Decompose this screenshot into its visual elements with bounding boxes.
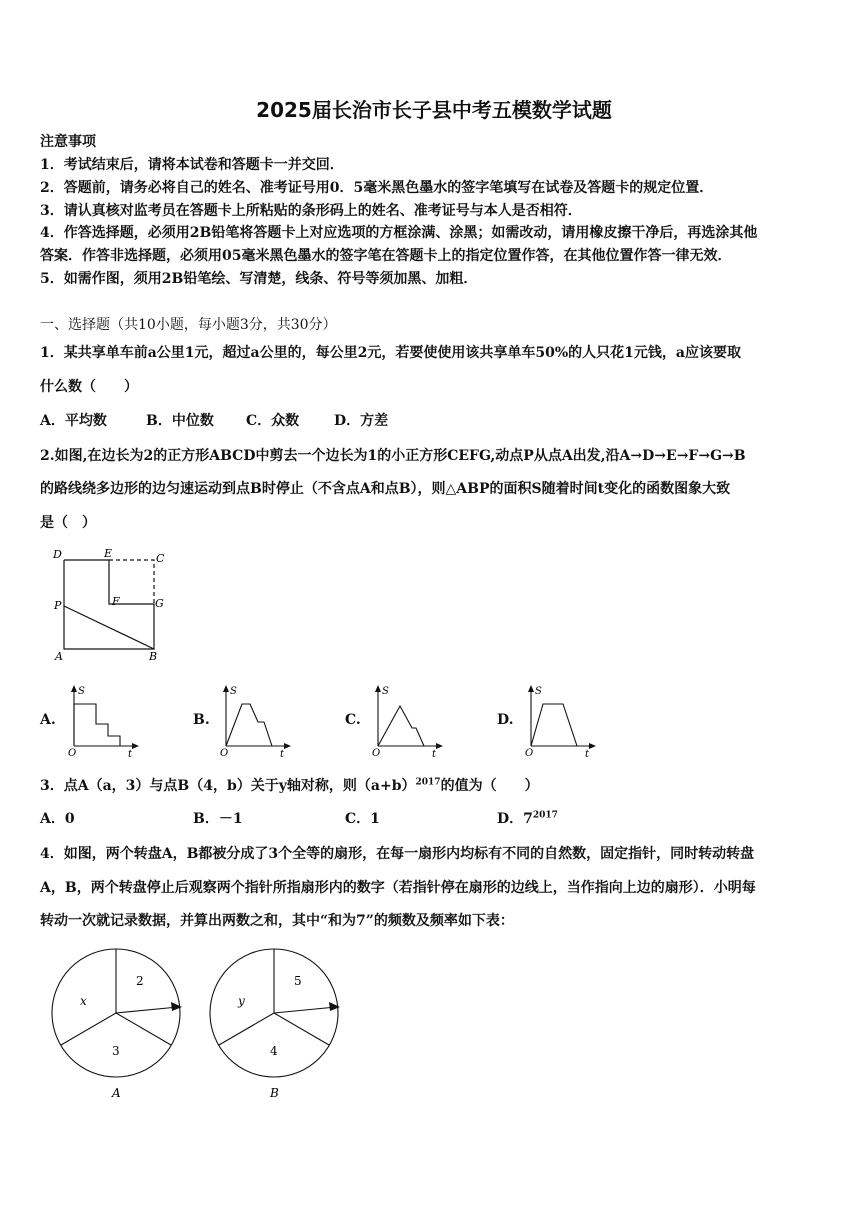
- q2-stem: 2.如图,在边长为2的正方形ABCD中剪去一个边长为1的小正方形CEFG,动点P从点A出发,沿A→D→E→F→G→B: [40, 448, 746, 464]
- q2-option-a-letter: A.: [40, 712, 56, 728]
- wheel-a-sector: 3: [112, 1044, 120, 1058]
- wheel-a-sector: 2: [136, 974, 144, 988]
- q2-option-b-letter: B.: [193, 712, 210, 728]
- label-c: C: [156, 552, 165, 565]
- wheel-a-sector: x: [80, 994, 87, 1008]
- q3-option-d: D．$7^{2017}$: [497, 810, 558, 827]
- axis-label-t: t: [432, 749, 437, 758]
- q1-option-c: C．众数: [246, 413, 300, 429]
- q2-figure: [50, 546, 180, 666]
- label-e: E: [104, 547, 113, 560]
- q2-option-a-graph: [62, 682, 142, 758]
- axis-label-s: S: [382, 686, 389, 697]
- axis-label-s: S: [535, 686, 542, 697]
- axis-label-o: O: [220, 748, 229, 758]
- axis-label-t: t: [585, 749, 590, 758]
- notice-item: 1．考试结束后，请将本试卷和答题卡一并交回．: [40, 157, 344, 173]
- label-b: B: [149, 650, 158, 663]
- notice-item: 2．答题前，请务必将自己的姓名、准考证号用0．5毫米黑色墨水的签字笔填写在试卷及答题卡的规定位置．: [40, 180, 714, 196]
- q4-stem-cont: A，B，两个转盘停止后观察两个指针所指扇形内的数字（若指针停在扇形的边线上，当作指向上边的扇形）．小明每: [40, 880, 756, 896]
- wheel-b-sector: y: [238, 994, 245, 1008]
- q2-option-c-letter: C.: [345, 712, 361, 728]
- q2-option-d-graph: [519, 682, 599, 758]
- axis-label-t: t: [128, 749, 133, 758]
- q2-option-d-letter: D.: [497, 712, 514, 728]
- q4-stem: 4．如图，两个转盘A，B都被分成了3个全等的扇形，在每一扇形内均标有不同的自然数，固定指针，同时转动转盘: [40, 846, 755, 862]
- axis-label-t: t: [280, 749, 285, 758]
- label-d: D: [53, 548, 62, 561]
- q2-option-b-graph: [214, 682, 294, 758]
- label-f: F: [112, 595, 120, 608]
- q1-option-a: A．平均数: [40, 413, 107, 429]
- q1-stem: 1．某共享单车前a公里1元，超过a公里的，每公里2元，若要使使用该共享单车50%的人只花1元钱，a应该要取: [40, 345, 741, 361]
- q4-spinners-figure: [48, 945, 368, 1105]
- axis-label-s: S: [78, 686, 85, 697]
- q3-option-b: B．－1: [193, 811, 243, 827]
- q3-option-a: A．0: [40, 811, 75, 827]
- q1-stem-cont: 什么数（ ）: [40, 379, 138, 395]
- q3-option-c: C．1: [345, 811, 380, 827]
- label-g: G: [155, 597, 164, 610]
- q4-stem-cont: 转动一次就记录数据，并算出两数之和，其中“和为7”的频数及频率如下表：: [40, 913, 514, 929]
- axis-label-o: O: [525, 748, 534, 758]
- q3-stem: 3．点A（a，3）与点B（4，b）关于y轴对称，则$(a+b)^{2017}$的值为（ ）: [40, 777, 539, 794]
- wheel-b-label: B: [270, 1086, 279, 1100]
- wheel-b-sector: 5: [294, 974, 302, 988]
- q2-stem-cont: 是（ ）: [40, 515, 96, 531]
- label-a: A: [55, 650, 63, 663]
- axis-label-o: O: [68, 748, 77, 758]
- wheel-b-sector: 4: [270, 1044, 278, 1058]
- notice-heading: 注意事项: [40, 134, 96, 150]
- notice-item: 3．请认真核对监考员在答题卡上所粘贴的条形码上的姓名、准考证号与本人是否相符．: [40, 203, 582, 219]
- q1-option-b: B．中位数: [146, 413, 214, 429]
- page-title: 2025届长治市长子县中考五模数学试题: [256, 98, 612, 122]
- q2-stem-cont: 的路线绕多边形的边匀速运动到点B时停止（不含点A和点B），则△ABP的面积S随着时间t变化的函数图象大致: [40, 481, 731, 497]
- wheel-a-label: A: [112, 1086, 121, 1100]
- axis-label-o: O: [372, 748, 381, 758]
- q1-option-d: D．方差: [334, 413, 389, 429]
- q2-option-c-graph: [366, 682, 446, 758]
- notice-item: 4．作答选择题，必须用2B铅笔将答题卡上对应选项的方框涂满、涂黑；如需改动，请用橡皮擦干净后，再选涂其他: [40, 225, 758, 241]
- axis-label-s: S: [230, 686, 237, 697]
- notice-item: 5．如需作图，须用2B铅笔绘、写清楚，线条、符号等须加黑、加粗．: [40, 271, 478, 287]
- notice-item: 答案．作答非选择题，必须用05毫米黑色墨水的签字笔在答题卡上的指定位置作答，在其他位置作答一律无效．: [40, 248, 732, 264]
- section-heading: 一、选择题（共10小题，每小题3分，共30分）: [40, 317, 337, 333]
- label-p: P: [54, 599, 62, 612]
